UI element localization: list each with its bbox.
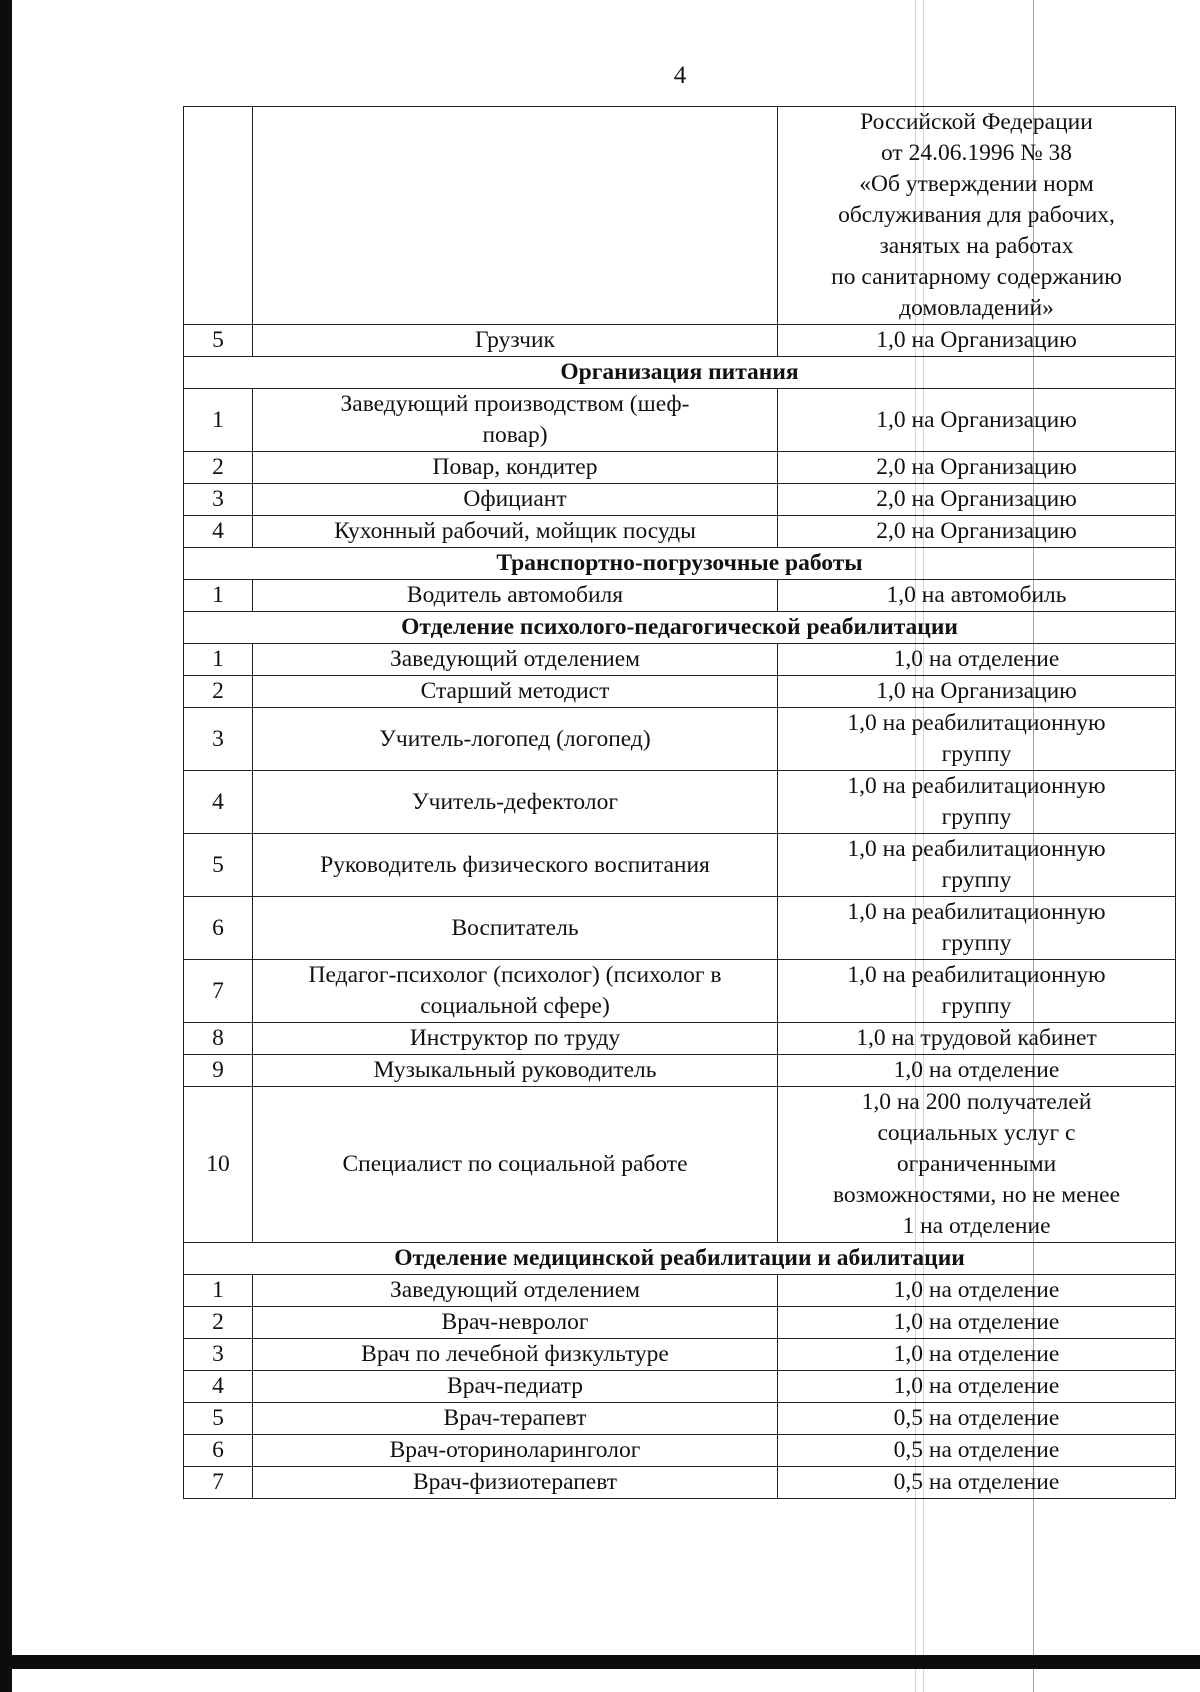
position-name: Официант	[253, 484, 778, 516]
staffing-norm: 2,0 на Организацию	[778, 484, 1176, 516]
table-row	[184, 897, 1176, 960]
position-name: Воспитатель	[253, 897, 778, 960]
position-name: Заведующий отделением	[253, 644, 778, 676]
section-header-row	[184, 612, 1176, 644]
row-number: 5	[184, 1403, 253, 1435]
position-name: Кухонный рабочий, мойщик посуды	[253, 516, 778, 548]
position-name: Педагог-психолог (психолог) (психолог в социальной сфере)	[253, 960, 778, 1023]
position-name: Врач-терапевт	[253, 1403, 778, 1435]
staffing-norm: Российской Федерации от 24.06.1996 № 38 «Об утверждении норм обслуживания для рабочих, занятых на работах по санитарному содержанию домовладений»	[778, 107, 1176, 325]
row-number: 4	[184, 1371, 253, 1403]
position-name: Врач-невролог	[253, 1307, 778, 1339]
staffing-norm: 0,5 на отделение	[778, 1403, 1176, 1435]
table-row	[184, 771, 1176, 834]
staffing-norm: 1,0 на реабилитационную группу	[778, 834, 1176, 897]
staffing-table-body	[184, 107, 1176, 1499]
staffing-norm: 1,0 на отделение	[778, 1371, 1176, 1403]
staffing-norm: 1,0 на отделение	[778, 1307, 1176, 1339]
row-number: 6	[184, 897, 253, 960]
row-number: 2	[184, 1307, 253, 1339]
table-row	[184, 580, 1176, 612]
table-row	[184, 1371, 1176, 1403]
table-row	[184, 1023, 1176, 1055]
position-name: Учитель-дефектолог	[253, 771, 778, 834]
position-name: Специалист по социальной работе	[253, 1087, 778, 1243]
section-title: Отделение медицинской реабилитации и абилитации	[184, 1243, 1176, 1275]
staffing-norm: 2,0 на Организацию	[778, 516, 1176, 548]
section-title: Организация питания	[184, 357, 1176, 389]
row-number: 4	[184, 516, 253, 548]
row-number: 7	[184, 960, 253, 1023]
staffing-norm: 1,0 на Организацию	[778, 325, 1176, 357]
row-number: 1	[184, 389, 253, 452]
row-number: 1	[184, 1275, 253, 1307]
staffing-norm: 2,0 на Организацию	[778, 452, 1176, 484]
staffing-norm: 0,5 на отделение	[778, 1467, 1176, 1499]
table-row	[184, 1467, 1176, 1499]
row-number: 8	[184, 1023, 253, 1055]
row-number: 6	[184, 1435, 253, 1467]
scan-bottom-edge	[0, 1655, 1200, 1669]
staffing-table	[183, 106, 1176, 1499]
row-number: 7	[184, 1467, 253, 1499]
position-name: Заведующий производством (шеф- повар)	[253, 389, 778, 452]
row-number: 4	[184, 771, 253, 834]
section-header-row	[184, 548, 1176, 580]
row-number: 1	[184, 644, 253, 676]
staffing-norm: 1,0 на Организацию	[778, 676, 1176, 708]
position-name: Учитель-логопед (логопед)	[253, 708, 778, 771]
row-number: 10	[184, 1087, 253, 1243]
position-name: Грузчик	[253, 325, 778, 357]
row-number: 9	[184, 1055, 253, 1087]
position-name	[253, 107, 778, 325]
row-number: 3	[184, 708, 253, 771]
position-name: Врач-педиатр	[253, 1371, 778, 1403]
table-row	[184, 1087, 1176, 1243]
position-name: Руководитель физического воспитания	[253, 834, 778, 897]
table-row	[184, 484, 1176, 516]
position-name: Заведующий отделением	[253, 1275, 778, 1307]
row-number: 5	[184, 325, 253, 357]
staffing-norm: 1,0 на трудовой кабинет	[778, 1023, 1176, 1055]
position-name: Старший методист	[253, 676, 778, 708]
position-name: Врач по лечебной физкультуре	[253, 1339, 778, 1371]
row-number	[184, 107, 253, 325]
staffing-norm: 1,0 на отделение	[778, 1339, 1176, 1371]
section-header-row	[184, 1243, 1176, 1275]
row-number: 5	[184, 834, 253, 897]
table-row	[184, 676, 1176, 708]
staffing-norm: 1,0 на автомобиль	[778, 580, 1176, 612]
table-row	[184, 452, 1176, 484]
staffing-norm: 1,0 на отделение	[778, 1275, 1176, 1307]
table-row	[184, 1055, 1176, 1087]
table-row	[184, 1403, 1176, 1435]
table-row	[184, 708, 1176, 771]
table-row	[184, 644, 1176, 676]
table-row	[184, 960, 1176, 1023]
staffing-norm: 1,0 на 200 получателей социальных услуг с ограниченными возможностями, но не менее 1 на отделение	[778, 1087, 1176, 1243]
section-title: Отделение психолого-педагогической реабилитации	[184, 612, 1176, 644]
position-name: Врач-физиотерапевт	[253, 1467, 778, 1499]
section-title: Транспортно-погрузочные работы	[184, 548, 1176, 580]
position-name: Музыкальный руководитель	[253, 1055, 778, 1087]
row-number: 1	[184, 580, 253, 612]
row-number: 3	[184, 1339, 253, 1371]
staffing-norm: 1,0 на реабилитационную группу	[778, 771, 1176, 834]
staffing-norm: 0,5 на отделение	[778, 1435, 1176, 1467]
row-number: 2	[184, 676, 253, 708]
staffing-norm: 1,0 на отделение	[778, 1055, 1176, 1087]
table-row	[184, 516, 1176, 548]
position-name: Инструктор по труду	[253, 1023, 778, 1055]
staffing-norm: 1,0 на реабилитационную группу	[778, 897, 1176, 960]
table-row	[184, 389, 1176, 452]
section-header-row	[184, 357, 1176, 389]
table-row	[184, 325, 1176, 357]
staffing-norm: 1,0 на отделение	[778, 644, 1176, 676]
staffing-norm: 1,0 на реабилитационную группу	[778, 960, 1176, 1023]
table-row	[184, 1339, 1176, 1371]
position-name: Водитель автомобиля	[253, 580, 778, 612]
table-row	[184, 1435, 1176, 1467]
staffing-norm: 1,0 на реабилитационную группу	[778, 708, 1176, 771]
row-number: 2	[184, 452, 253, 484]
table-row	[184, 834, 1176, 897]
table-row	[184, 1275, 1176, 1307]
row-number: 3	[184, 484, 253, 516]
position-name: Повар, кондитер	[253, 452, 778, 484]
page-number: 4	[673, 62, 687, 89]
position-name: Врач-оториноларинголог	[253, 1435, 778, 1467]
table-row	[184, 1307, 1176, 1339]
table-row	[184, 107, 1176, 325]
staffing-norm: 1,0 на Организацию	[778, 389, 1176, 452]
scan-left-edge	[0, 0, 12, 1692]
